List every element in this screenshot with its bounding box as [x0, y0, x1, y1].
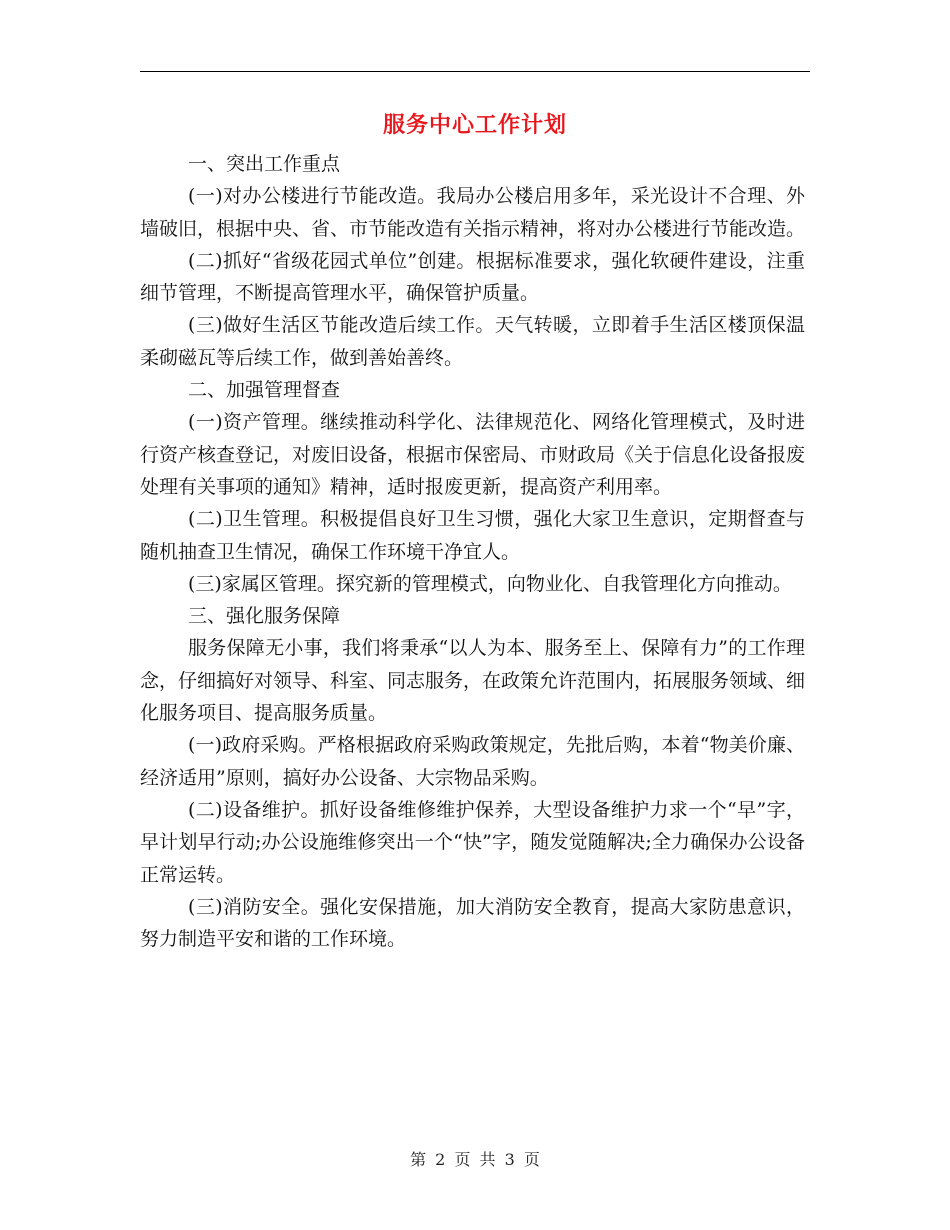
- paragraph: (一)对办公楼进行节能改造。我局办公楼启用多年，采光设计不合理、外墙破旧，根据中央、省、市节能改造有关指示精神，将对办公楼进行节能改造。: [140, 185, 806, 240]
- paragraph: (一)资产管理。继续推动科学化、法律规范化、网络化管理模式，及时进行资产核查登记，对废旧设备，根据市保密局、市财政局《关于信息化设备报废处理有关事项的通知》精神，适时报废更新，提高资产利用率。: [140, 411, 806, 498]
- paragraph: (三)做好生活区节能改造后续工作。天气转暖，立即着手生活区楼顶保温柔砌磁瓦等后续工作，做到善始善终。: [140, 314, 805, 369]
- paragraph: (三)消防安全。强化安保措施，加大消防安全教育，提高大家防患意识，努力制造平安和谐的工作环境。: [140, 895, 805, 951]
- paragraph: (一)政府采购。严格根据政府采购政策规定，先批后购，本着“物美价廉、经济适用”原则，搞好办公设备、大宗物品采购。: [140, 734, 805, 789]
- paragraph: (二)抓好“省级花园式单位”创建。根据标准要求，强化软硬件建设，注重细节管理，不断提高管理水平，确保管护质量。: [140, 249, 805, 305]
- document-title: 服务中心工作计划: [382, 112, 567, 138]
- document-body: [140, 148, 805, 955]
- paragraph: (二)卫生管理。积极提倡良好卫生习惯，强化大家卫生意识，定期督查与随机抽查卫生情况，确保工作环境干净宜人。: [140, 508, 805, 563]
- paragraph: (二)设备维护。抓好设备维修维护保养，大型设备维护力求一个“早”字，早计划早行动;办公设施维修突出一个“快”字，随发觉随解决;全力确保办公设备正常运转。: [140, 798, 805, 886]
- section-heading-3: 三、强化服务保障: [188, 605, 341, 628]
- paragraph: 服务保障无小事，我们将秉承“以人为本、服务至上、保障有力”的工作理念，仔细搞好对领导、科室、同志服务，在政策允许范围内，拓展服务领域、细化服务项目、提高服务质量。: [140, 637, 806, 725]
- page-number-footer: 第 2 页 共 3 页: [410, 1150, 540, 1169]
- header-rule: [140, 71, 810, 72]
- section-heading-1: 一、突出工作重点: [188, 153, 341, 175]
- section-heading-2: 二、加强管理督查: [188, 379, 341, 402]
- paragraph: (三)家属区管理。探究新的管理模式，向物业化、自我管理化方向推动。: [188, 572, 792, 595]
